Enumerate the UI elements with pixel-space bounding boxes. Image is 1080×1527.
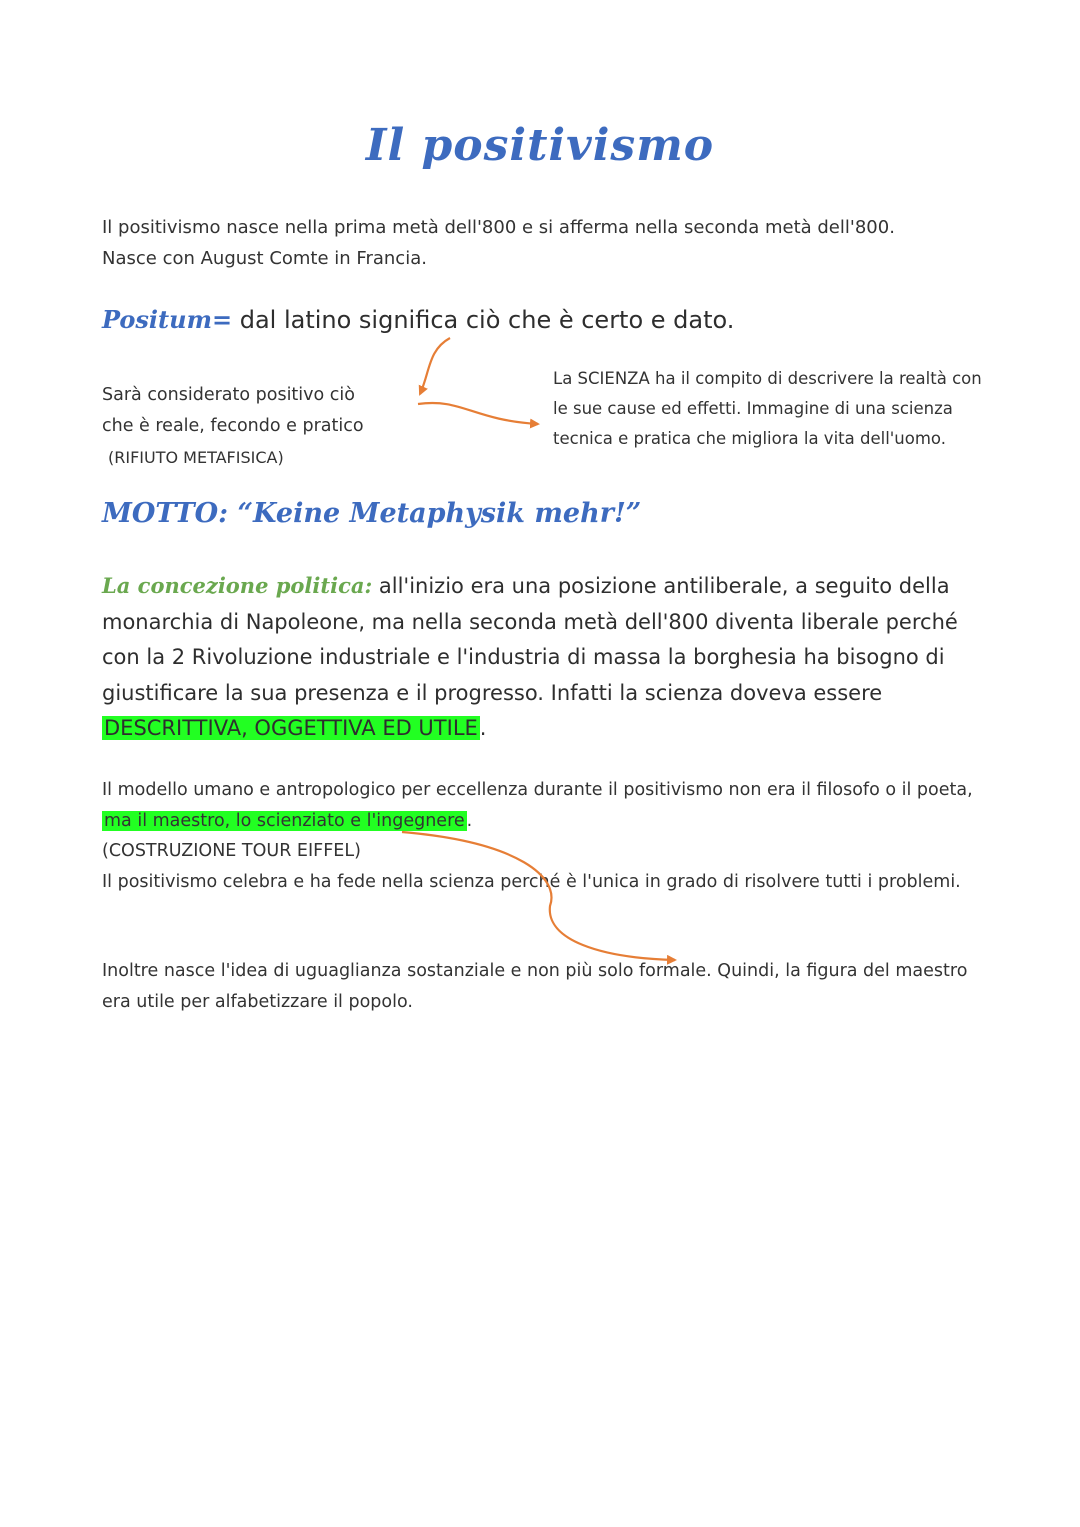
model-paragraph [102, 775, 982, 897]
intro-line-2: Nasce con August Comte in Francia. [102, 248, 427, 269]
motto-heading: MOTTO: “Keine Metaphysik mehr!” [102, 498, 642, 529]
positive-note-line-1: Sarà considerato positivo ciò [102, 385, 355, 405]
model-line-4: Il positivismo celebra e ha fede nella scienza perché è l'unica in grado di risolvere tutti i problemi. [102, 871, 961, 892]
positum-term: Positum= [102, 305, 233, 334]
model-text-body: Il modello umano e antropologico per eccellenza durante il positivismo non era il filosofo o il poeta, [102, 780, 973, 800]
model-highlight: ma il maestro, lo scienziato e l'ingegnere [104, 810, 465, 831]
model-end: . [466, 810, 473, 831]
science-note: La SCIENZA ha il compito di descrivere la realtà con le sue cause ed effetti. Immagine di una scienza tecnica e pratica che migliora la vita dell'uomo. [553, 369, 982, 448]
positive-note [102, 380, 432, 473]
political-paragraph [102, 568, 982, 747]
intro-line-1: Il positivismo nasce nella prima metà dell'800 e si afferma nella seconda metà dell'800. [102, 217, 895, 238]
positum-text: dal latino significa ciò che è certo e dato. [232, 306, 735, 334]
political-end: . [479, 716, 487, 740]
positive-note-line-3: (RIFIUTO METAFISICA) [108, 448, 284, 467]
model-text [102, 775, 982, 836]
political-highlight: DESCRITTIVA, OGGETTIVA ED UTILE [104, 716, 478, 740]
positive-note-line-2: che è reale, fecondo e pratico [102, 416, 364, 436]
arrow-note-to-science [418, 403, 538, 424]
model-line-3: (COSTRUZIONE TOUR EIFFEL) [102, 841, 361, 861]
political-text: all'inizio era una posizione antiliberale, a seguito della monarchia di Napoleone, ma nella seconda metà dell'800 diventa liberale perché con la 2 Rivoluzione industriale e l'industria di massa la borghesia ha bisogno di giustificare la sua presenza e il progresso. Infatti la scienza doveva essere [102, 574, 958, 705]
political-term: La concezione politica: [102, 573, 373, 598]
equality-paragraph: Inoltre nasce l'idea di uguaglianza sostanziale e non più solo formale. Quindi, la figura del maestro era utile per alfabetizzare il popolo. [102, 961, 968, 1012]
positum-definition [102, 302, 1002, 338]
page-title: Il positivismo [365, 120, 715, 171]
intro-paragraph [102, 212, 982, 274]
